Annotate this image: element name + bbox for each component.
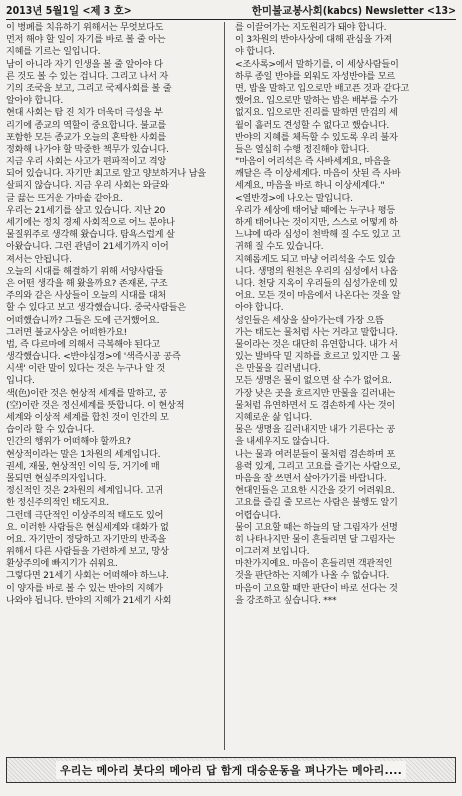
text-line: 지혜로운 삶 입니다. xyxy=(235,412,313,423)
text-line: 마음이 고요할 때만 판단이 바로 선다는 것 xyxy=(235,582,398,594)
text-line: 이 양자를 바로 볼 수 있는 반야의 지혜가 xyxy=(6,582,163,594)
text-line: 권세, 재물, 현상적인 이익 등, 거기에 매 xyxy=(6,460,160,472)
text-line: 요. 이러한 사람들은 현실세계와 대화가 없 xyxy=(6,521,169,533)
text-line: 그러면 불교사상은 어떠한가요! xyxy=(6,326,127,338)
text-line: 세계요, 마음을 바로 하니 이상세계다." xyxy=(235,180,385,192)
text-line: 귀해 질 수도 있습니다. xyxy=(235,241,324,253)
footer-banner xyxy=(6,757,456,783)
text-line: 법, 즉 다르마에 의해서 극복해야 된다고 xyxy=(6,338,161,350)
text-line: 현상적이라는 말은 1차원의 세계입니다. xyxy=(6,448,161,460)
text-line: 것을 판단하는 지혜가 나올 수 없습니다. xyxy=(235,570,390,582)
column-divider xyxy=(224,22,225,750)
text-line: 우리가 세상에 태어날 때에는 누구나 평등 xyxy=(235,204,395,216)
text-line: 지혜롭게도 되고 마냥 어리석을 수도 있습 xyxy=(235,253,395,265)
text-line: 알아야 합니다. xyxy=(6,95,64,107)
text-line: 남이 아니라 자기 인생을 볼 줄 알아야 다 xyxy=(6,58,163,70)
left-column xyxy=(6,22,227,750)
text-line: 시색' 이란 말이 있다는 것은 누구나 알 것 xyxy=(6,363,165,375)
text-line: 글 끓는 뜨거운 가마솥 같아요. xyxy=(6,192,123,204)
text-line: 지금 우리 사회는 사고가 편파적이고 격앙 xyxy=(6,156,166,168)
text-line: 마음을 잘 쓰면서 살아가기를 바랍니다. xyxy=(235,472,387,484)
text-line: 먼저 해야 할 일이 자기를 바로 볼 줄 아는 xyxy=(6,34,166,46)
text-line: 이그러져 보입니다. xyxy=(235,546,310,558)
text-line: 있는 발바닥 밑 지하를 흐르고 있지만 그 물 xyxy=(235,351,401,363)
text-line: 성인들은 세상을 살아가는데 가장 으뜸 xyxy=(235,314,384,326)
text-line: 물이라는 것은 대단히 유연합니다. 내가 서 xyxy=(235,338,398,350)
text-line: 살피지 않습니다. 지금 우리 사회는 와글와 xyxy=(6,180,169,192)
text-line: 생각했습니다. <반야심경>에 '색즉시공 공즉 xyxy=(6,351,181,363)
text-line: 물질위주로 생각해 왔습니다. 탐욕스럽게 살 xyxy=(6,229,175,241)
text-line: 어요. 모든 것이 마음에서 나온다는 것을 알 xyxy=(235,290,401,302)
text-line: 나는 물과 여러분들이 물처럼 겸손하며 포 xyxy=(235,448,395,460)
text-line: 면, 밥을 말하고 입으로만 배고픈 것과 같다고 xyxy=(235,82,409,94)
text-line: 오늘의 시대를 해결하기 위해 서양사람들 xyxy=(6,265,164,277)
text-line: 니다. 생명의 원천은 우리의 심성에서 나옵 xyxy=(235,265,398,277)
text-line: <조사록>에서 말하기를, 이 세상사람들이 xyxy=(235,58,399,70)
text-line: 리기에 종교의 역할이 중요합니다. 불교를 xyxy=(6,119,166,131)
text-line: "마음이 어리석은 즉 사바세계요, 마음을 xyxy=(235,156,391,168)
text-line: 들은 열심히 수행 정진해야 합니다. xyxy=(235,143,370,155)
text-line: 모든 생명은 물이 없으면 살 수가 없어요. xyxy=(235,375,392,387)
page-header xyxy=(0,0,462,20)
text-line: 은 어떤 생각을 해 왔을까요? 존재론, 구조 xyxy=(6,277,168,289)
text-line: 없지요. 입으로만 진리를 말하면 만겁의 세 xyxy=(235,107,398,119)
right-column xyxy=(235,22,456,750)
text-line: 반야의 지혜를 체득할 수 있도록 우리 불자 xyxy=(235,131,398,143)
text-line: 현대 사회는 탐 진 치가 더욱더 극성을 부 xyxy=(6,107,163,119)
text-line: 습이라 할 수 있습니다. xyxy=(6,424,95,436)
text-line: 할 수 있다고 보고 생각했습니다. 중국사람들은 xyxy=(6,302,186,314)
text-line: 했어요. 입으로만 말하는 밥은 배부를 수가 xyxy=(235,95,398,107)
text-line: 입니다. xyxy=(6,375,35,387)
text-line: 되어 있습니다. 자기만 최고로 알고 양보하거나 남을 xyxy=(6,168,206,180)
text-line: 고요를 즐길 줄 모르는 사람은 불행도 알기 xyxy=(235,497,398,509)
banner-text: 우리는 메아리 붓다의 메아리 답 함게 대승운동을 펴나가는 메아리.... xyxy=(56,761,406,779)
text-line: 야 합니다. xyxy=(235,46,275,58)
text-line: 우리는 21세기를 살고 있습니다. 지난 20 xyxy=(6,204,166,216)
text-line: 느냐에 따라 심성이 천박해 질 수도 있고 고 xyxy=(235,229,401,241)
text-line: 월이 흘러도 견성할 수 없다고 했습니다. xyxy=(235,119,390,131)
text-line: 지혜를 기르는 일입니다. xyxy=(6,46,101,58)
text-line: 하루 종일 반야를 외워도 자성반야를 모르 xyxy=(235,70,395,82)
text-line: 몰되면 현실주의자입니다. xyxy=(6,472,107,484)
text-line: 세계와 이상적 세계를 합친 것이 인간의 모 xyxy=(6,412,169,423)
text-line: 색(色)이란 것은 현상적 세계를 말하고, 공 xyxy=(6,387,168,399)
text-line: 아왔습니다. 그런 관념이 21세기까지 이어 xyxy=(6,241,169,253)
text-line: 가는 태도는 물처럼 사는 거라고 말합니다. xyxy=(235,326,398,338)
text-line: 깨달은 즉 이상세계다. 마음이 삿된 즉 사바 xyxy=(235,168,401,180)
text-line: 을 내세우지도 않습니다. xyxy=(235,436,330,448)
text-line: 어떠했습니까? 그들은 도에 근거했어요. xyxy=(6,314,160,326)
article-body xyxy=(6,22,456,750)
text-line: 을 강조하고 싶습니다. *** xyxy=(235,594,337,606)
text-line: (空)이란 것은 정신세계를 뜻합니다. 이 현상적 xyxy=(6,399,185,411)
text-line: 가장 낮은 곳을 흐르지만 만물을 길러내는 xyxy=(235,387,395,399)
text-line: 를 이끌어가는 지도원리가 돼야 합니다. xyxy=(235,22,387,33)
text-line: 물은 생명을 길러내지만 내가 기른다는 공 xyxy=(235,424,395,436)
header-rule xyxy=(6,19,456,20)
text-line: 포함한 모든 종교가 오늘의 혼탁한 사회를 xyxy=(6,131,166,143)
newsletter-title: 한미불교봉사회(kabcs) Newsletter <13> xyxy=(251,4,456,17)
text-line: 용력 있게, 그리고 고요를 즐기는 사람으로, xyxy=(235,460,401,472)
text-line: 인간의 행위가 어떠해야 할까요? xyxy=(6,436,131,448)
text-line: 한 정신주의적인 태도지요. xyxy=(6,497,109,509)
text-line: 정신적인 것은 2차원의 세계입니다. 고귀 xyxy=(6,485,163,497)
text-line: 기의 조국을 보고, 그리고 국제사회를 볼 줄 xyxy=(6,82,172,94)
text-line: 정화해 나가야 할 막중한 책무가 있습니다. xyxy=(6,143,169,155)
text-line: 주의와 같은 사상들이 오늘의 시대를 대처 xyxy=(6,290,166,302)
text-line: 위해서 다른 사람들을 가련하게 보고, 망상 xyxy=(6,546,169,558)
text-line: 그런데 극단적인 이상주의적 태도도 있어 xyxy=(6,509,164,521)
text-line: 이 3차원의 반야사상에 대해 관심을 가져 xyxy=(235,34,392,46)
text-line: 그렇다면 21세기 사회는 어떠해야 하느냐. xyxy=(6,570,169,582)
text-line: 어렵습니다. xyxy=(235,509,281,521)
text-line: 물처럼 유연하면서 도 겸손하게 사는 것이 xyxy=(235,399,395,411)
text-line: 아야 합니다. xyxy=(235,302,284,314)
text-line: 나와야 됩니다. 반야의 지혜가 21세기 사회 xyxy=(6,594,172,606)
text-line: 른 것도 볼 수 있는 겁니다. 그리고 나서 자 xyxy=(6,70,169,82)
text-line: 환상주의에 빠지기가 쉬워요. xyxy=(6,558,118,570)
text-line: 이 병폐를 치유하기 위해서는 무엇보다도 xyxy=(6,22,164,33)
text-line: 히 나타나지만 물이 흔들리면 달 그림자는 xyxy=(235,533,395,545)
text-line: 세기에는 정치 경제 사회적으로 어느 분야나 xyxy=(6,217,175,228)
issue-date: 2013년 5월1일 <제 3 호> xyxy=(6,4,132,17)
text-line: 마찬가지예요. 마음이 흔들리면 객관적인 xyxy=(235,558,393,570)
text-line: 져서는 안됩니다. xyxy=(6,253,72,265)
text-line: 물이 고요할 때는 하늘의 달 그림자가 선명 xyxy=(235,521,398,533)
text-line: 어요. 자기만이 정당하고 자기만의 반족을 xyxy=(6,533,166,545)
text-line: 현대인들은 고요한 시간을 갖기 어려워요. xyxy=(235,485,395,497)
text-line: <열반경>에 나오는 말입니다. xyxy=(235,192,353,204)
text-line: 은 만물을 길러냅니다. xyxy=(235,363,321,375)
text-line: 니다. 천당 지옥이 우리들의 심성가운데 있 xyxy=(235,277,398,289)
text-line: 하게 태어나는 것이지만, 스스로 어떻게 하 xyxy=(235,217,398,228)
